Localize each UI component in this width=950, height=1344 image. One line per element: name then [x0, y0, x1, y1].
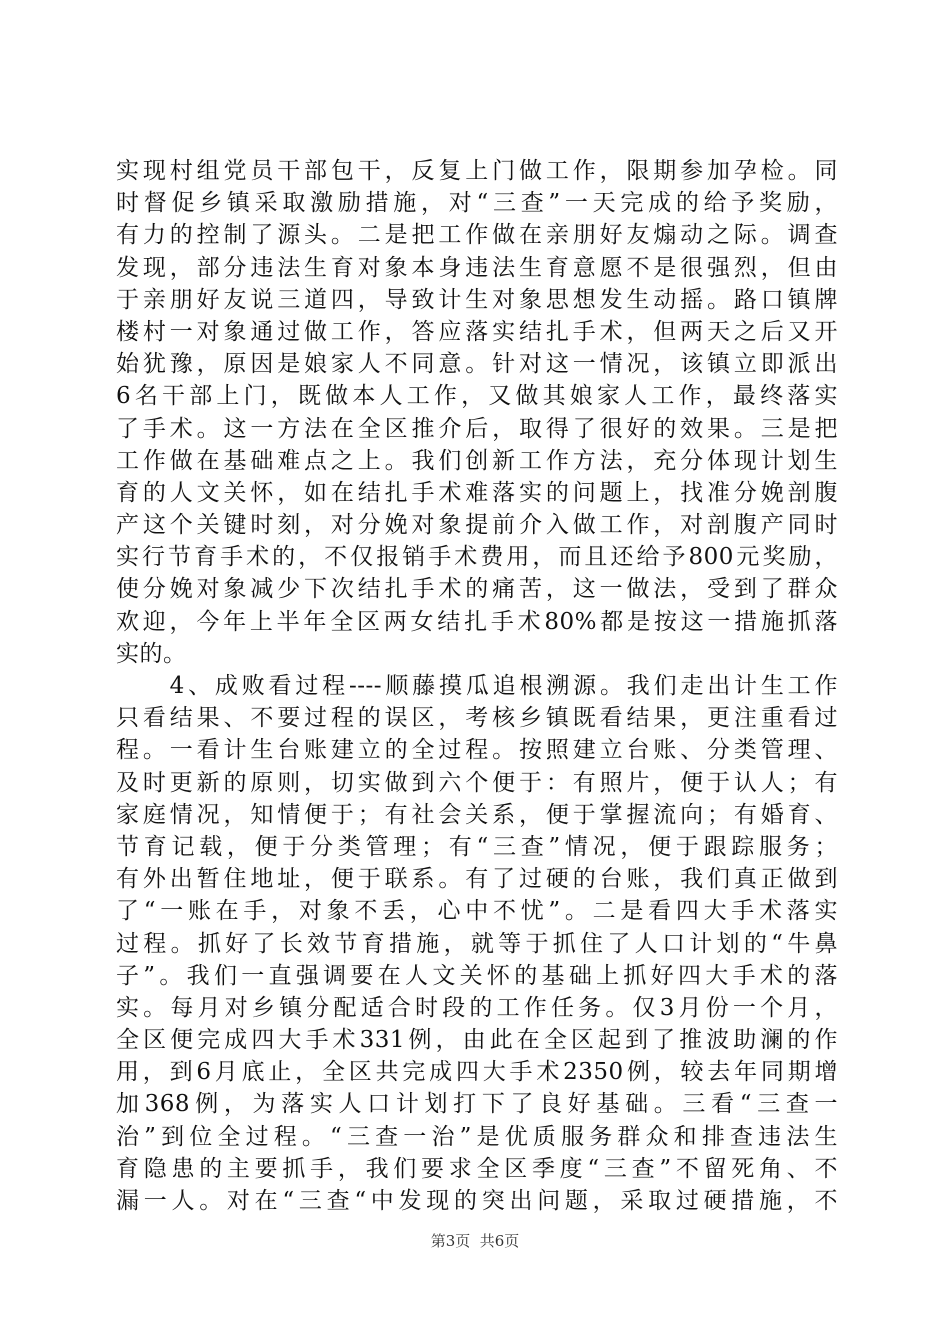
text-line: 有力的控制了源头。二是把工作做在亲朋好友煽动之际。调查 [116, 222, 838, 249]
text-line: 始犹豫，原因是娘家人不同意。针对这一情况，该镇立即派出 [116, 351, 838, 378]
text-line: 育的人文关怀，如在结扎手术难落实的问题上，找准分娩剖腹 [116, 479, 838, 506]
text-line: 有外出暂住地址，便于联系。有了过硬的台账，我们真正做到 [116, 866, 838, 893]
text-line: 了“一账在手，对象不丢，心中不忧”。二是看四大手术落实 [116, 898, 838, 925]
text-line: 加368例，为落实人口计划打下了良好基础。三看“三查一 [116, 1091, 838, 1118]
text-line: 家庭情况，知情便于；有社会关系，便于掌握流向；有婚育、 [116, 801, 838, 828]
text-line: 欢迎，今年上半年全区两女结扎手术80%都是按这一措施抓落 [116, 608, 838, 635]
text-line: 了手术。这一方法在全区推介后，取得了很好的效果。三是把 [116, 415, 838, 442]
text-line: 4、成败看过程----顺藤摸瓜追根溯源。我们走出计生工作 [116, 673, 838, 699]
text-line: 时督促乡镇采取激励措施，对“三查”一天完成的给予奖励， [116, 190, 838, 217]
text-line: 子”。我们一直强调要在人文关怀的基础上抓好四大手术的落 [116, 962, 838, 989]
text-line: 楼村一对象通过做工作，答应落实结扎手术，但两天之后又开 [116, 318, 838, 345]
text-line: 实现村组党员干部包干，反复上门做工作，限期参加孕检。同 [116, 158, 838, 184]
text-line: 及时更新的原则，切实做到六个便于：有照片，便于认人；有 [116, 769, 838, 796]
page-number-footer: 第3页 共6页 [430, 1232, 520, 1250]
text-line: 只看结果、不要过程的误区，考核乡镇既看结果，更注重看过 [116, 705, 838, 732]
text-line: 全区便完成四大手术331例，由此在全区起到了推波助澜的作 [116, 1027, 838, 1054]
text-line: 育隐患的主要抓手，我们要求全区季度“三查”不留死角、不 [116, 1155, 838, 1182]
text-line: 发现，部分违法生育对象本身违法生育意愿不是很强烈，但由 [116, 254, 838, 281]
text-line: 漏一人。对在“三查“中发现的突出问题，采取过硬措施，不 [116, 1188, 838, 1214]
body-text [116, 155, 838, 1217]
text-line: 节育记载，便于分类管理；有“三查”情况，便于跟踪服务； [116, 833, 838, 860]
text-line: 产这个关键时刻，对分娩对象提前介入做工作，对剖腹产同时 [116, 512, 838, 539]
text-line: 实。每月对乡镇分配适合时段的工作任务。仅3月份一个月， [116, 994, 838, 1021]
text-line: 实行节育手术的，不仅报销手术费用，而且还给予800元奖励， [116, 544, 838, 571]
text-line: 使分娩对象减少下次结扎手术的痛苦，这一做法，受到了群众 [116, 576, 838, 603]
text-line: 治”到位全过程。“三查一治”是优质服务群众和排查违法生 [116, 1123, 838, 1150]
text-line: 用，到6月底止，全区共完成四大手术2350例，较去年同期增 [116, 1059, 838, 1086]
text-line: 程。一看计生台账建立的全过程。按照建立台账、分类管理、 [116, 737, 838, 764]
text-line: 过程。抓好了长效节育措施，就等于抓住了人口计划的“牛鼻 [116, 930, 838, 957]
text-line: 工作做在基础难点之上。我们创新工作方法，充分体现计划生 [116, 447, 838, 474]
text-line: 实的。 [116, 640, 187, 667]
text-line: 6名干部上门，既做本人工作，又做其娘家人工作，最终落实 [116, 383, 838, 410]
text-line: 于亲朋好友说三道四，导致计生对象思想发生动摇。路口镇牌 [116, 286, 838, 313]
